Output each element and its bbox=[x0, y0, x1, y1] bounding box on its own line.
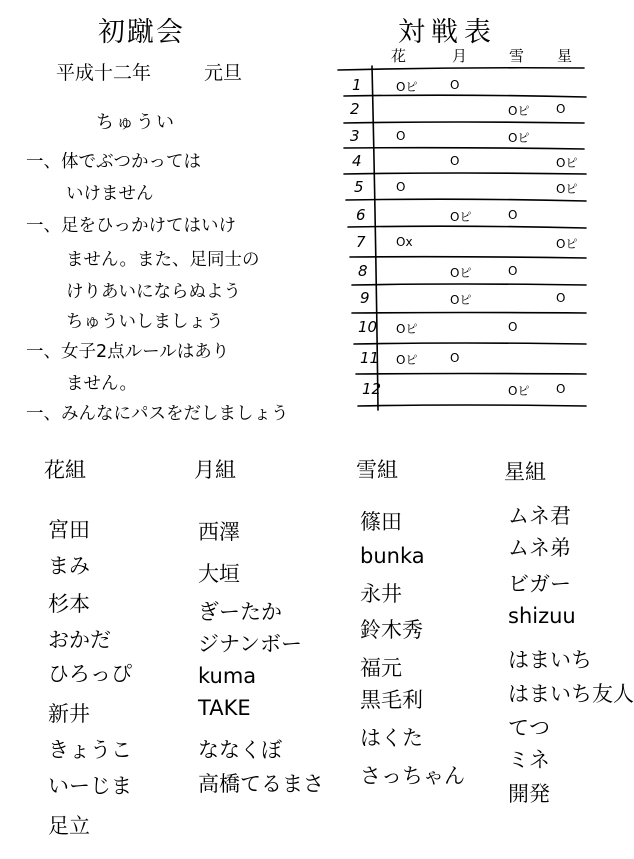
team-member: ひろっぴ bbox=[48, 662, 132, 686]
team-member: kuma bbox=[198, 664, 257, 688]
schedule-title: 対戦表 bbox=[398, 17, 497, 48]
team-member: 黒毛利 bbox=[360, 688, 423, 712]
schedule-mark: O bbox=[556, 291, 566, 305]
team-member: shizuu bbox=[508, 604, 576, 628]
team-member: まみ bbox=[48, 554, 90, 578]
date-year: 平成十二年 bbox=[56, 62, 152, 84]
schedule-mark: Oピ bbox=[396, 353, 418, 367]
team-member: TAKE bbox=[198, 696, 251, 720]
team-member: 永井 bbox=[360, 582, 402, 606]
team-member: おかだ bbox=[48, 628, 111, 652]
team-member: 鈴木秀 bbox=[360, 618, 423, 642]
team-member: ビガー bbox=[508, 572, 571, 596]
team-member: ぎーたか bbox=[198, 600, 282, 624]
team-member: ななくぼ bbox=[198, 738, 282, 762]
team-member: 開発 bbox=[508, 782, 550, 806]
team-member: bunka bbox=[360, 544, 425, 568]
schedule-mark: O bbox=[508, 208, 518, 222]
schedule-row-number: 7 bbox=[356, 233, 366, 251]
schedule-row-number: 9 bbox=[360, 289, 370, 307]
team-name: 月組 bbox=[194, 458, 236, 482]
schedule-mark: Oピ bbox=[450, 210, 472, 224]
team-member: 福元 bbox=[360, 656, 402, 680]
team-member: はまいち友人 bbox=[508, 682, 634, 706]
schedule-row-number: 6 bbox=[356, 206, 366, 224]
team-member: いーじま bbox=[48, 774, 132, 798]
schedule-mark: Oピ bbox=[556, 156, 578, 170]
team-member: はまいち bbox=[508, 648, 592, 672]
rule-line: 一、体でぶつかっては bbox=[26, 152, 201, 172]
schedule-row-number: 4 bbox=[352, 152, 362, 170]
schedule-mark: Oピ bbox=[396, 80, 418, 94]
schedule-grid bbox=[0, 0, 618, 430]
rule-line: 一、みんなにパスをだしましょう bbox=[26, 404, 289, 424]
schedule-mark: O bbox=[396, 180, 406, 194]
team-member: 大垣 bbox=[198, 562, 240, 586]
team-member: 篠田 bbox=[360, 510, 402, 534]
rule-line: 一、足をひっかけてはいけ bbox=[26, 216, 236, 236]
rules-heading: ちゅうい bbox=[96, 112, 176, 133]
schedule-row-number: 1 bbox=[352, 76, 362, 94]
rule-line: いけません bbox=[66, 184, 154, 204]
team-member: 新井 bbox=[48, 702, 90, 726]
team-member: はくた bbox=[360, 726, 423, 750]
schedule-mark: Oピ bbox=[508, 384, 530, 398]
team-member: 高橋てるまさ bbox=[198, 772, 324, 796]
team-name: 花組 bbox=[44, 458, 86, 482]
team-member: さっちゃん bbox=[360, 764, 465, 788]
team-member: 杉本 bbox=[48, 592, 90, 616]
schedule-mark: O bbox=[556, 102, 566, 116]
team-member: 足立 bbox=[48, 814, 90, 838]
team-name: 星組 bbox=[504, 460, 546, 484]
schedule-row-number: 11 bbox=[360, 349, 380, 367]
schedule-mark: Oピ bbox=[556, 182, 578, 196]
column-head-yuki: 雪 bbox=[509, 47, 525, 65]
schedule-row-number: 5 bbox=[354, 178, 364, 196]
rule-line: けりあいにならぬよう bbox=[66, 282, 241, 302]
schedule-mark: O bbox=[450, 78, 460, 92]
rule-line: ません。 bbox=[66, 374, 138, 394]
team-member: ムネ弟 bbox=[508, 536, 571, 560]
schedule-mark: Oピ bbox=[450, 293, 472, 307]
column-head-hoshi: 星 bbox=[557, 47, 573, 65]
team-member: 宮田 bbox=[48, 518, 90, 542]
schedule-mark: Oピ bbox=[508, 131, 530, 145]
team-member: 西澤 bbox=[198, 520, 240, 544]
schedule-mark: O bbox=[396, 129, 406, 143]
rule-line: ちゅういしましょう bbox=[66, 312, 224, 332]
date-day: 元旦 bbox=[204, 62, 243, 84]
schedule-mark: Ox bbox=[396, 235, 413, 249]
team-member: ジナンボー bbox=[198, 632, 302, 656]
schedule-mark: Oピ bbox=[396, 322, 418, 336]
team-member: ムネ君 bbox=[508, 504, 571, 528]
schedule-mark: O bbox=[450, 154, 460, 168]
team-member: きょうこ bbox=[48, 738, 132, 762]
column-head-tsuki: 月 bbox=[452, 47, 468, 65]
schedule-row-number: 12 bbox=[362, 380, 382, 398]
schedule-row-number: 2 bbox=[350, 100, 360, 118]
schedule-row-number: 3 bbox=[350, 127, 360, 145]
team-member: ミネ bbox=[508, 748, 550, 772]
team-name: 雪組 bbox=[356, 458, 398, 482]
schedule-row-number: 8 bbox=[358, 262, 368, 280]
schedule-mark: Oピ bbox=[508, 104, 530, 118]
schedule-mark: O bbox=[508, 264, 518, 278]
team-member: てつ bbox=[508, 716, 550, 740]
rule-line: 一、女子2点ルールはあり bbox=[26, 342, 230, 362]
schedule-row-number: 10 bbox=[358, 318, 378, 336]
schedule-mark: O bbox=[556, 382, 566, 396]
document-title: 初蹴会 bbox=[98, 17, 185, 48]
schedule-mark: Oピ bbox=[556, 237, 578, 251]
column-head-hana: 花 bbox=[391, 47, 407, 65]
schedule-mark: O bbox=[508, 320, 518, 334]
schedule-mark: O bbox=[450, 351, 460, 365]
schedule-mark: Oピ bbox=[450, 266, 472, 280]
rule-line: ません。また、足同士の bbox=[66, 250, 260, 270]
